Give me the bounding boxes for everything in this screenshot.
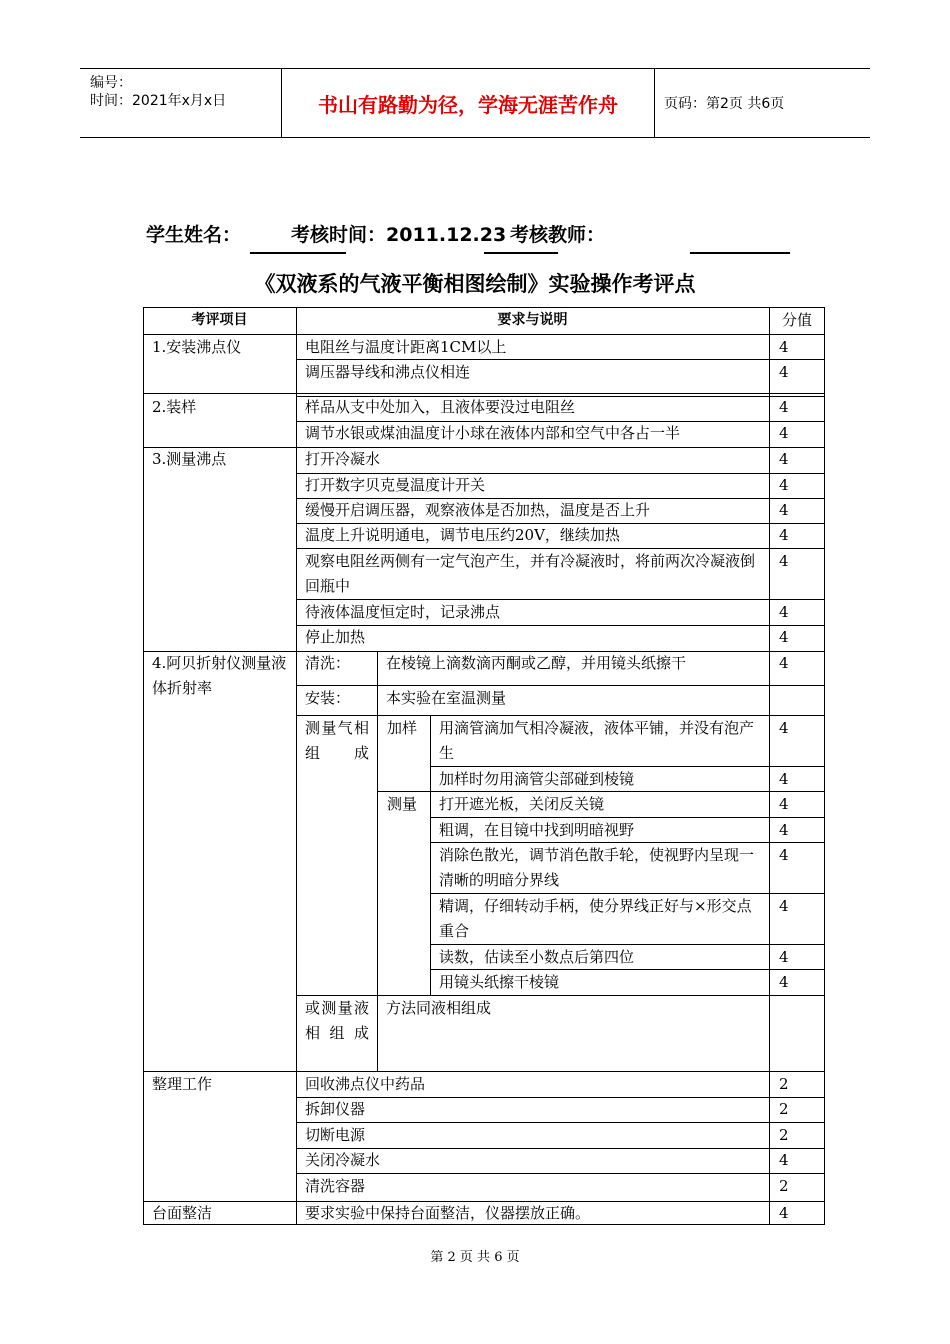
req-cell: 清洗容器: [305, 1177, 366, 1195]
score-cell: 4: [779, 846, 789, 864]
score-cell: 4: [779, 398, 789, 416]
score-cell: 4: [779, 363, 789, 381]
req-cell: 样品从支中处加入，且液体要没过电阻丝: [305, 398, 576, 416]
req-cell: 待液体温度恒定时，记录沸点: [305, 603, 501, 621]
req-cell: 本实验在室温测量: [386, 689, 507, 707]
score-cell: 4: [779, 1151, 789, 1169]
req-cell: 打开冷凝水: [305, 450, 381, 468]
header-score: 分值: [781, 311, 812, 329]
score-cell: 2: [779, 1100, 789, 1118]
req-cell: 要求实验中保持台面整洁，仪器摆放正确。: [305, 1204, 591, 1222]
req-cell: 精调，仔细转动手柄，使分界线正好与×形交点重合: [439, 897, 752, 940]
header-requirement: 要求与说明: [497, 312, 568, 328]
score-cell: 4: [779, 897, 789, 915]
date-label: 时间：2021年x月x日: [90, 93, 227, 109]
req-cell: 关闭冷凝水: [305, 1151, 381, 1169]
req-cell: 方法同液相组成: [386, 999, 492, 1017]
header-item: 考评项目: [191, 312, 248, 328]
req-cell: 电阻丝与温度计距离1CM以上: [305, 338, 507, 356]
score-cell: 4: [779, 948, 789, 966]
sub-gas-phase-label: 测量气相组成: [305, 719, 369, 762]
score-cell: 4: [779, 1204, 789, 1222]
sub-liquid-phase-label: 或测量液相组成: [305, 999, 369, 1042]
score-cell: 4: [779, 424, 789, 442]
teacher-label: 考核教师：: [510, 224, 606, 246]
sub-wash-label: 清洗：: [305, 654, 351, 672]
group-cleanup: 整理工作: [152, 1075, 213, 1093]
group-install-apparatus: 1.安装沸点仪: [152, 338, 242, 356]
req-cell: 缓慢开启调压器，观察液体是否加热，温度是否上升: [305, 501, 651, 519]
student-name-label: 学生姓名：: [146, 224, 242, 246]
student-name-blank[interactable]: [250, 252, 346, 254]
score-cell: 4: [779, 795, 789, 813]
score-cell: 4: [779, 719, 789, 737]
req-cell: 打开遮光板，关闭反关镜: [439, 795, 605, 813]
req-cell: 消除色散光，调节消色散手轮，使视野内呈现一清晰的明暗分界线: [439, 846, 755, 889]
score-cell: 4: [779, 603, 789, 621]
score-cell: 4: [779, 552, 789, 570]
req-cell: 回收沸点仪中药品: [305, 1075, 426, 1093]
sub-measure-label: 测量: [387, 795, 418, 813]
exam-time-underline: [484, 252, 558, 254]
teacher-blank[interactable]: [690, 252, 790, 254]
req-cell: 观察电阻丝两侧有一定气泡产生，并有冷凝液时，将前两次冷凝液倒回瓶中: [305, 552, 756, 595]
req-cell: 在棱镜上滴数滴丙酮或乙醇，并用镜头纸擦干: [386, 654, 687, 672]
score-cell: 4: [779, 338, 789, 356]
evaluation-table: [143, 307, 825, 1225]
score-cell: 4: [779, 501, 789, 519]
req-cell: 用滴管滴加气相冷凝液，液体平铺，并没有泡产生: [439, 719, 755, 762]
group-refractometer: 4.阿贝折射仪测量液体折射率: [152, 654, 287, 697]
req-cell: 拆卸仪器: [305, 1100, 366, 1118]
score-cell: 4: [779, 973, 789, 991]
req-cell: 打开数字贝克曼温度计开关: [305, 476, 486, 494]
req-cell: 加样时勿用滴管尖部碰到棱镜: [439, 770, 635, 788]
score-cell: 4: [779, 654, 789, 672]
score-cell: 4: [779, 821, 789, 839]
page-header: [80, 68, 870, 138]
req-cell: 粗调，在目镜中找到明暗视野: [439, 821, 635, 839]
req-cell: 调压器导线和沸点仪相连: [305, 363, 471, 381]
number-label: 编号：: [90, 75, 132, 91]
score-cell: 2: [779, 1075, 789, 1093]
exam-time-label: 考核时间：2011.12.23: [291, 224, 507, 246]
group-bench-tidy: 台面整洁: [152, 1204, 213, 1222]
group-boiling-point: 3.测量沸点: [152, 450, 227, 468]
req-cell: 停止加热: [305, 628, 366, 646]
score-cell: 4: [779, 476, 789, 494]
header-page-label: 页码：第2页 共6页: [664, 96, 785, 112]
score-cell: 4: [779, 450, 789, 468]
req-cell: 温度上升说明通电，调节电压约20V，继续加热: [305, 526, 620, 544]
req-cell: 切断电源: [305, 1126, 366, 1144]
sub-install-label: 安装：: [305, 689, 351, 707]
page-title: 《双液系的气液平衡相图绘制》实验操作考评点: [254, 272, 696, 296]
score-cell: 4: [779, 526, 789, 544]
header-motto: 书山有路勤为径，学海无涯苦作舟: [281, 69, 655, 137]
sub-add-sample-label: 加样: [387, 719, 418, 737]
req-cell: 调节水银或煤油温度计小球在液体内部和空气中各占一半: [305, 424, 681, 442]
score-cell: 2: [779, 1177, 789, 1195]
header-meta: [80, 69, 280, 137]
score-cell: 4: [779, 770, 789, 788]
score-cell: 2: [779, 1126, 789, 1144]
score-cell: 4: [779, 628, 789, 646]
req-cell: 读数，估读至小数点后第四位: [439, 948, 635, 966]
req-cell: 用镜头纸擦干棱镜: [439, 973, 560, 991]
page-footer: 第 2 页 共 6 页: [430, 1250, 520, 1265]
group-sample-loading: 2.装样: [152, 398, 197, 416]
